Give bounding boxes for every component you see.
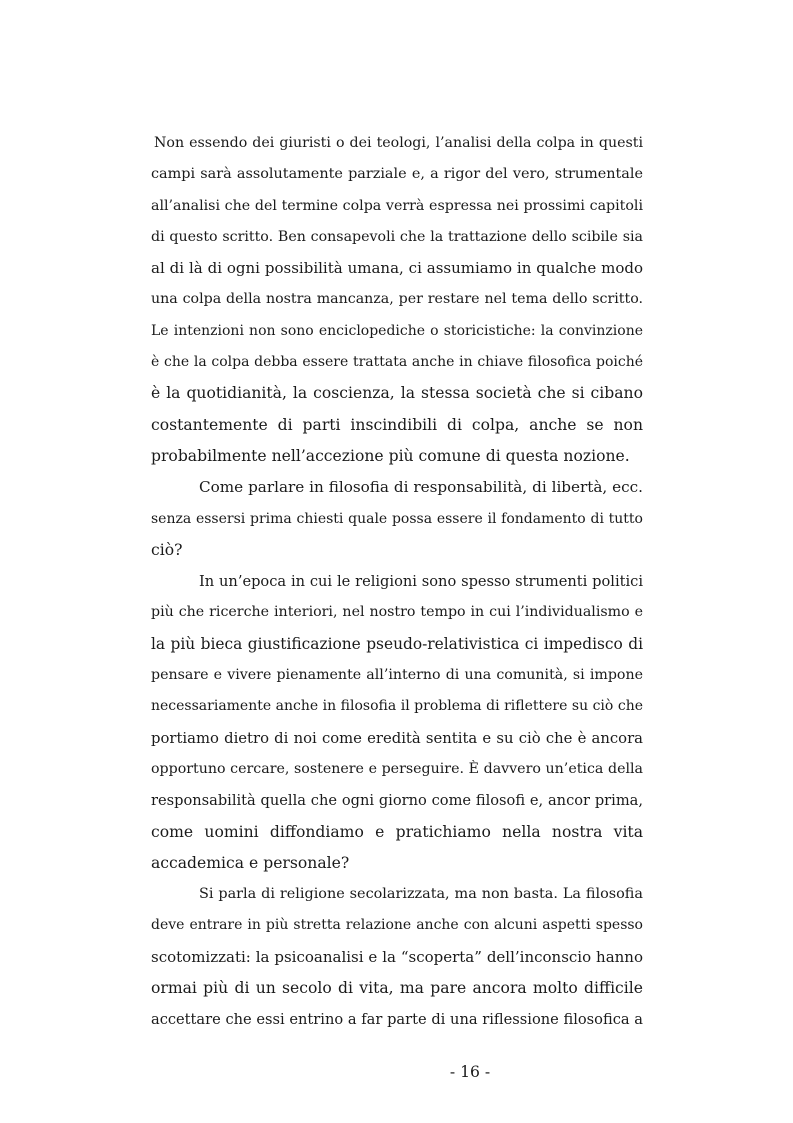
text-line: Si parla di religione secolarizzata, ma non basta. La filosofia: [199, 886, 643, 903]
paragraph-4: [151, 879, 643, 1035]
text-line: ormai più di un secolo di vita, ma pare ancora molto difficile: [151, 979, 643, 998]
text-line: portiamo dietro di noi come eredità sentita e su ciò che è ancora: [151, 729, 643, 747]
body-text: [151, 128, 643, 1036]
text-line: In un’epoca in cui le religioni sono spesso strumenti politici: [199, 573, 643, 591]
text-line: di questo scritto. Ben consapevoli che la trattazione dello scibile sia: [151, 228, 643, 245]
text-line: accademica e personale?: [151, 853, 350, 872]
text-line: Come parlare in filosofia di responsabilità, di libertà, ecc.: [199, 478, 643, 497]
text-line: è che la colpa debba essere trattata anche in chiave filosofica poiché: [151, 354, 643, 371]
paragraph-2: [151, 472, 643, 566]
text-line: ciò?: [151, 540, 183, 559]
text-line: la più bieca giustificazione pseudo-relativistica ci impedisco di: [151, 634, 643, 653]
text-line: all’analisi che del termine colpa verrà espressa nei prossimi capitoli: [151, 197, 643, 214]
text-line: necessariamente anche in filosofia il problema di riflettere su ciò che: [151, 698, 643, 715]
text-line: responsabilità quella che ogni giorno come filosofi e, ancor prima,: [151, 792, 643, 810]
text-line: come uomini diffondiamo e pratichiamo nella nostra vita: [151, 822, 643, 841]
text-line: deve entrare in più stretta relazione anche con alcuni aspetti spesso: [151, 917, 643, 934]
text-line: probabilmente nell’accezione più comune di questa nozione.: [151, 446, 630, 465]
text-line: campi sarà assolutamente parziale e, a rigor del vero, strumentale: [151, 166, 643, 183]
text-line: al di là di ogni possibilità umana, ci assumiamo in qualche modo: [151, 259, 643, 278]
text-line: opportuno cercare, sostenere e perseguire. È davvero un’etica della: [151, 760, 643, 777]
paragraph-3: [151, 566, 643, 879]
text-line: una colpa della nostra mancanza, per restare nel tema dello scritto.: [151, 291, 643, 308]
text-line: Non essendo dei giuristi o dei teologi, l’analisi della colpa in questi: [154, 135, 643, 151]
paragraph-1: [151, 128, 643, 472]
page-number: - 16 -: [449, 1063, 491, 1081]
text-line: scotomizzati: la psicoanalisi e la “scoperta” dell’inconscio hanno: [151, 947, 643, 966]
text-line: Le intenzioni non sono enciclopediche o storicistiche: la convinzione: [151, 322, 643, 339]
text-line: più che ricerche interiori, nel nostro tempo in cui l’individualismo e: [151, 604, 643, 621]
text-line: senza essersi prima chiesti quale possa essere il fondamento di tutto: [151, 510, 643, 527]
text-line: pensare e vivere pienamente all’interno di una comunità, si impone: [151, 667, 643, 684]
text-line: accettare che essi entrino a far parte di una riflessione filosofica a: [151, 1011, 643, 1029]
text-line: è la quotidianità, la coscienza, la stessa società che si cibano: [151, 384, 643, 403]
text-line: costantemente di parti inscindibili di colpa, anche se non: [151, 415, 643, 434]
